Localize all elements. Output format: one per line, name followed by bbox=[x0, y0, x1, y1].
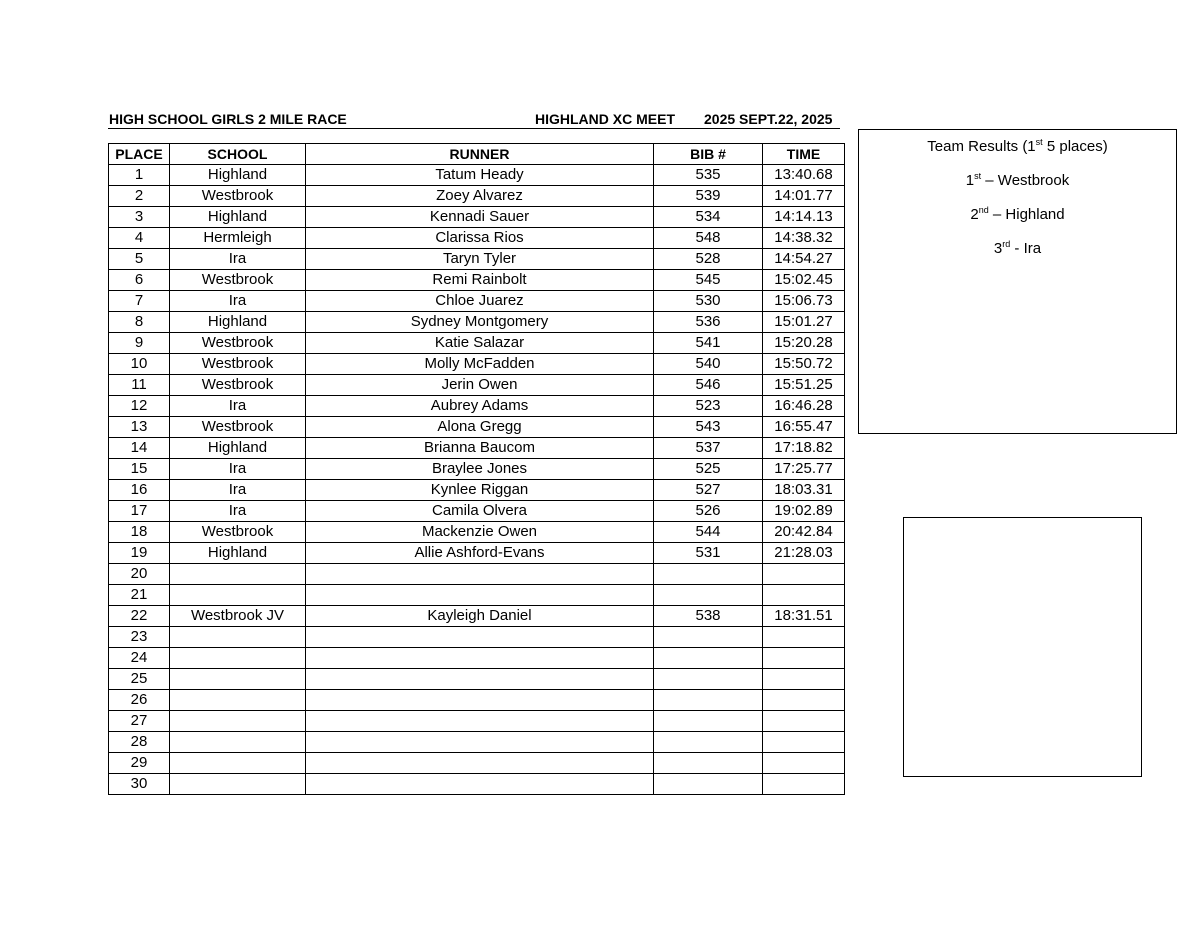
cell-place: 12 bbox=[109, 396, 170, 417]
cell-runner: Jerin Owen bbox=[306, 375, 654, 396]
cell-bib bbox=[654, 732, 763, 753]
cell-time: 20:42.84 bbox=[763, 522, 845, 543]
cell-time bbox=[763, 585, 845, 606]
cell-school bbox=[170, 669, 306, 690]
cell-place: 11 bbox=[109, 375, 170, 396]
meet-date: 2025 SEPT.22, 2025 bbox=[704, 111, 833, 127]
cell-school bbox=[170, 711, 306, 732]
cell-runner bbox=[306, 564, 654, 585]
cell-place: 2 bbox=[109, 186, 170, 207]
cell-place: 24 bbox=[109, 648, 170, 669]
cell-bib: 536 bbox=[654, 312, 763, 333]
cell-time bbox=[763, 669, 845, 690]
cell-place: 30 bbox=[109, 774, 170, 795]
team-place-1: 1st – Westbrook bbox=[965, 171, 1070, 189]
cell-school: Highland bbox=[170, 312, 306, 333]
cell-runner: Brianna Baucom bbox=[306, 438, 654, 459]
cell-bib: 538 bbox=[654, 606, 763, 627]
cell-runner bbox=[306, 585, 654, 606]
cell-school: Ira bbox=[170, 291, 306, 312]
cell-place: 21 bbox=[109, 585, 170, 606]
cell-bib: 540 bbox=[654, 354, 763, 375]
cell-place: 4 bbox=[109, 228, 170, 249]
cell-place: 1 bbox=[109, 165, 170, 186]
table-row bbox=[109, 228, 845, 249]
cell-bib bbox=[654, 690, 763, 711]
cell-school: Ira bbox=[170, 249, 306, 270]
team-results-title: Team Results (1st 5 places) bbox=[927, 137, 1108, 155]
cell-bib bbox=[654, 711, 763, 732]
cell-place: 16 bbox=[109, 480, 170, 501]
cell-bib: 526 bbox=[654, 501, 763, 522]
table-row bbox=[109, 480, 845, 501]
cell-runner bbox=[306, 732, 654, 753]
cell-bib: 541 bbox=[654, 333, 763, 354]
cell-time: 17:25.77 bbox=[763, 459, 845, 480]
cell-place: 14 bbox=[109, 438, 170, 459]
cell-time bbox=[763, 774, 845, 795]
cell-time: 15:02.45 bbox=[763, 270, 845, 291]
cell-school: Hermleigh bbox=[170, 228, 306, 249]
table-row bbox=[109, 354, 845, 375]
cell-time: 15:51.25 bbox=[763, 375, 845, 396]
cell-place: 25 bbox=[109, 669, 170, 690]
team-place-3: 3rd - Ira bbox=[993, 239, 1042, 257]
cell-runner: Kayleigh Daniel bbox=[306, 606, 654, 627]
table-row bbox=[109, 585, 845, 606]
table-row bbox=[109, 753, 845, 774]
cell-runner: Chloe Juarez bbox=[306, 291, 654, 312]
table-row bbox=[109, 543, 845, 564]
cell-time: 14:38.32 bbox=[763, 228, 845, 249]
cell-bib: 525 bbox=[654, 459, 763, 480]
team-place-2: 2nd – Highland bbox=[970, 205, 1065, 223]
cell-runner: Taryn Tyler bbox=[306, 249, 654, 270]
cell-runner bbox=[306, 753, 654, 774]
cell-school: Westbrook bbox=[170, 417, 306, 438]
cell-time: 21:28.03 bbox=[763, 543, 845, 564]
cell-bib: 535 bbox=[654, 165, 763, 186]
cell-runner bbox=[306, 774, 654, 795]
cell-time bbox=[763, 564, 845, 585]
cell-place: 19 bbox=[109, 543, 170, 564]
cell-bib bbox=[654, 564, 763, 585]
table-row bbox=[109, 312, 845, 333]
cell-bib bbox=[654, 648, 763, 669]
cell-time: 18:03.31 bbox=[763, 480, 845, 501]
cell-bib: 531 bbox=[654, 543, 763, 564]
cell-time: 16:55.47 bbox=[763, 417, 845, 438]
table-row bbox=[109, 627, 845, 648]
cell-runner bbox=[306, 627, 654, 648]
column-header-place: PLACE bbox=[109, 144, 170, 165]
cell-time: 15:50.72 bbox=[763, 354, 845, 375]
cell-school: Westbrook JV bbox=[170, 606, 306, 627]
cell-school: Highland bbox=[170, 543, 306, 564]
cell-bib bbox=[654, 669, 763, 690]
table-row bbox=[109, 186, 845, 207]
table-row bbox=[109, 669, 845, 690]
table-row bbox=[109, 606, 845, 627]
cell-runner: Aubrey Adams bbox=[306, 396, 654, 417]
cell-school: Westbrook bbox=[170, 522, 306, 543]
cell-runner: Tatum Heady bbox=[306, 165, 654, 186]
table-row bbox=[109, 270, 845, 291]
cell-school bbox=[170, 564, 306, 585]
cell-school bbox=[170, 753, 306, 774]
cell-runner: Sydney Montgomery bbox=[306, 312, 654, 333]
cell-bib: 537 bbox=[654, 438, 763, 459]
cell-school: Westbrook bbox=[170, 186, 306, 207]
cell-place: 13 bbox=[109, 417, 170, 438]
table-row bbox=[109, 333, 845, 354]
cell-bib: 544 bbox=[654, 522, 763, 543]
table-row bbox=[109, 690, 845, 711]
cell-school bbox=[170, 690, 306, 711]
cell-time: 14:54.27 bbox=[763, 249, 845, 270]
cell-place: 3 bbox=[109, 207, 170, 228]
column-header-runner: RUNNER bbox=[306, 144, 654, 165]
cell-time: 16:46.28 bbox=[763, 396, 845, 417]
cell-school bbox=[170, 648, 306, 669]
cell-bib: 543 bbox=[654, 417, 763, 438]
race-header bbox=[108, 110, 840, 129]
cell-place: 20 bbox=[109, 564, 170, 585]
cell-time bbox=[763, 732, 845, 753]
blank-box bbox=[903, 517, 1142, 777]
cell-place: 18 bbox=[109, 522, 170, 543]
cell-bib: 546 bbox=[654, 375, 763, 396]
cell-runner bbox=[306, 648, 654, 669]
results-table bbox=[108, 143, 845, 795]
cell-runner: Kennadi Sauer bbox=[306, 207, 654, 228]
table-header-row bbox=[109, 144, 845, 165]
cell-runner: Remi Rainbolt bbox=[306, 270, 654, 291]
cell-bib: 528 bbox=[654, 249, 763, 270]
cell-place: 22 bbox=[109, 606, 170, 627]
cell-time bbox=[763, 690, 845, 711]
cell-bib bbox=[654, 585, 763, 606]
table-row bbox=[109, 501, 845, 522]
cell-runner: Clarissa Rios bbox=[306, 228, 654, 249]
table-row bbox=[109, 438, 845, 459]
cell-runner: Katie Salazar bbox=[306, 333, 654, 354]
table-row bbox=[109, 732, 845, 753]
cell-school bbox=[170, 627, 306, 648]
cell-place: 15 bbox=[109, 459, 170, 480]
table-row bbox=[109, 648, 845, 669]
cell-place: 5 bbox=[109, 249, 170, 270]
cell-runner: Kynlee Riggan bbox=[306, 480, 654, 501]
cell-place: 9 bbox=[109, 333, 170, 354]
cell-time bbox=[763, 711, 845, 732]
cell-time: 17:18.82 bbox=[763, 438, 845, 459]
cell-bib: 548 bbox=[654, 228, 763, 249]
cell-bib: 545 bbox=[654, 270, 763, 291]
cell-time: 13:40.68 bbox=[763, 165, 845, 186]
column-header-bib: BIB # bbox=[654, 144, 763, 165]
cell-place: 23 bbox=[109, 627, 170, 648]
table-row bbox=[109, 774, 845, 795]
cell-place: 8 bbox=[109, 312, 170, 333]
cell-runner bbox=[306, 669, 654, 690]
cell-time: 14:14.13 bbox=[763, 207, 845, 228]
cell-runner: Braylee Jones bbox=[306, 459, 654, 480]
team-results-box bbox=[858, 129, 1177, 434]
cell-time: 15:06.73 bbox=[763, 291, 845, 312]
cell-school bbox=[170, 732, 306, 753]
cell-time bbox=[763, 627, 845, 648]
table-row bbox=[109, 396, 845, 417]
cell-school: Westbrook bbox=[170, 354, 306, 375]
cell-bib: 530 bbox=[654, 291, 763, 312]
cell-place: 17 bbox=[109, 501, 170, 522]
cell-runner: Mackenzie Owen bbox=[306, 522, 654, 543]
cell-runner: Alona Gregg bbox=[306, 417, 654, 438]
cell-runner: Allie Ashford-Evans bbox=[306, 543, 654, 564]
cell-bib bbox=[654, 774, 763, 795]
cell-school: Highland bbox=[170, 165, 306, 186]
column-header-time: TIME bbox=[763, 144, 845, 165]
table-row bbox=[109, 417, 845, 438]
cell-school: Ira bbox=[170, 480, 306, 501]
cell-place: 28 bbox=[109, 732, 170, 753]
cell-bib: 527 bbox=[654, 480, 763, 501]
cell-runner: Camila Olvera bbox=[306, 501, 654, 522]
table-row bbox=[109, 375, 845, 396]
cell-bib: 523 bbox=[654, 396, 763, 417]
cell-runner: Zoey Alvarez bbox=[306, 186, 654, 207]
cell-school bbox=[170, 774, 306, 795]
cell-runner: Molly McFadden bbox=[306, 354, 654, 375]
cell-place: 10 bbox=[109, 354, 170, 375]
cell-place: 6 bbox=[109, 270, 170, 291]
table-row bbox=[109, 249, 845, 270]
meet-name: HIGHLAND XC MEET bbox=[535, 111, 675, 127]
cell-time: 14:01.77 bbox=[763, 186, 845, 207]
table-row bbox=[109, 459, 845, 480]
cell-school: Westbrook bbox=[170, 270, 306, 291]
cell-time bbox=[763, 648, 845, 669]
table-row bbox=[109, 711, 845, 732]
cell-time: 18:31.51 bbox=[763, 606, 845, 627]
table-row bbox=[109, 207, 845, 228]
cell-school: Westbrook bbox=[170, 375, 306, 396]
cell-school: Westbrook bbox=[170, 333, 306, 354]
race-title: HIGH SCHOOL GIRLS 2 MILE RACE bbox=[109, 111, 347, 127]
cell-time: 15:01.27 bbox=[763, 312, 845, 333]
cell-place: 29 bbox=[109, 753, 170, 774]
cell-time: 19:02.89 bbox=[763, 501, 845, 522]
column-header-school: SCHOOL bbox=[170, 144, 306, 165]
cell-bib bbox=[654, 753, 763, 774]
table-row bbox=[109, 291, 845, 312]
cell-place: 27 bbox=[109, 711, 170, 732]
cell-school: Ira bbox=[170, 501, 306, 522]
table-row bbox=[109, 165, 845, 186]
cell-place: 7 bbox=[109, 291, 170, 312]
cell-bib: 539 bbox=[654, 186, 763, 207]
cell-bib: 534 bbox=[654, 207, 763, 228]
cell-place: 26 bbox=[109, 690, 170, 711]
cell-school: Ira bbox=[170, 396, 306, 417]
cell-time: 15:20.28 bbox=[763, 333, 845, 354]
table-row bbox=[109, 564, 845, 585]
cell-bib bbox=[654, 627, 763, 648]
cell-runner bbox=[306, 690, 654, 711]
table-row bbox=[109, 522, 845, 543]
cell-school: Ira bbox=[170, 459, 306, 480]
cell-time bbox=[763, 753, 845, 774]
cell-school: Highland bbox=[170, 207, 306, 228]
cell-runner bbox=[306, 711, 654, 732]
cell-school: Highland bbox=[170, 438, 306, 459]
cell-school bbox=[170, 585, 306, 606]
